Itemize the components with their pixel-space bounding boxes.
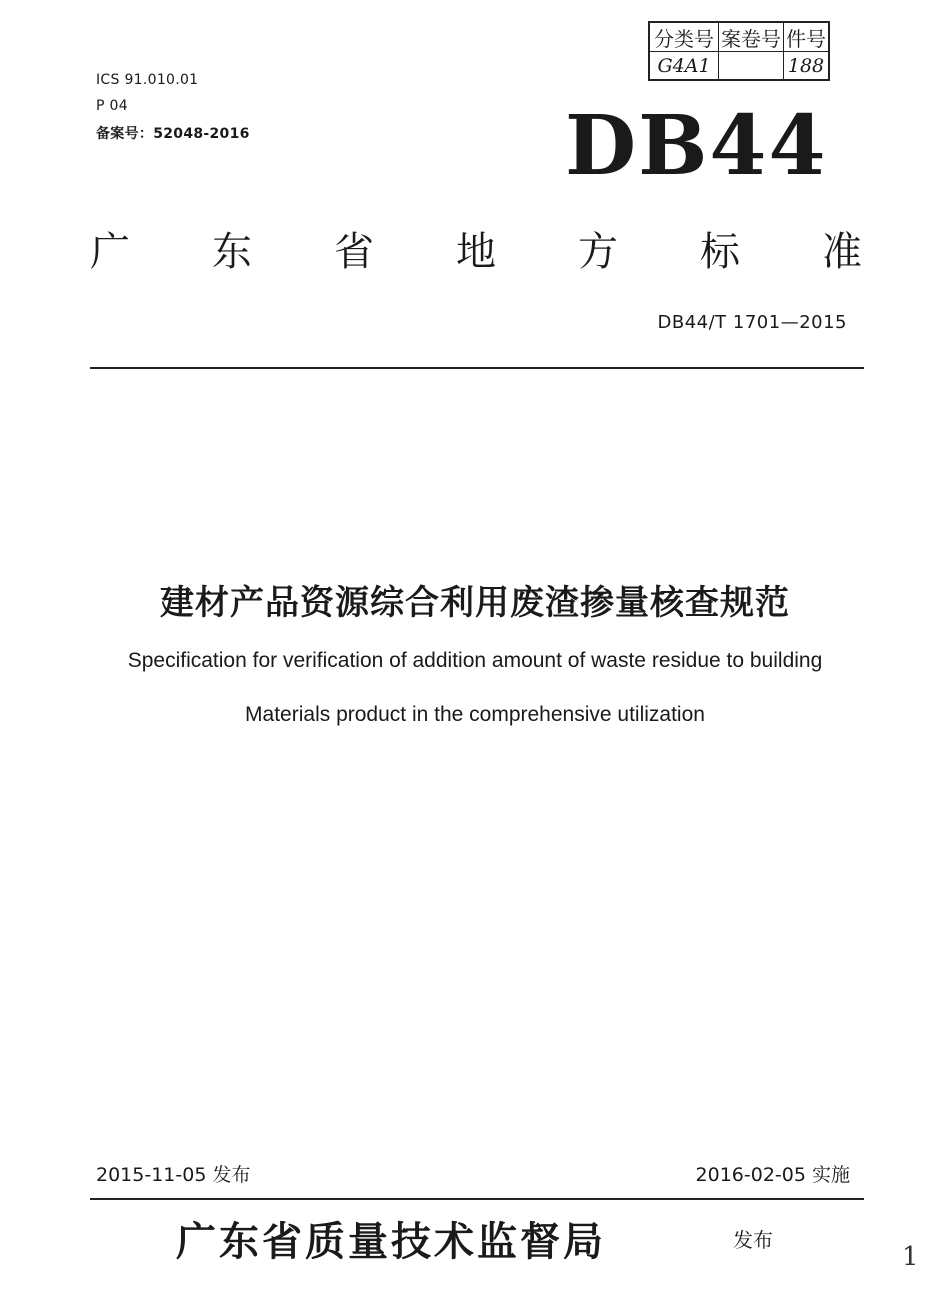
issuer-name: 广东省质量技术监督局 — [176, 1218, 606, 1265]
document-title-en-line1: Specification for verification of addition amount of waste residue to building — [127, 649, 823, 672]
standard-type-char: 广 — [90, 229, 130, 275]
standard-type-char: 标 — [700, 229, 740, 275]
archive-header-classification: 分类号 — [650, 23, 719, 52]
issuer-suffix: 发布 — [733, 1228, 773, 1252]
bottom-divider — [90, 1198, 864, 1200]
record-number: 备案号：52048-2016 — [96, 126, 250, 142]
standard-type-char: 准 — [822, 229, 862, 275]
standard-mark: DB44 — [565, 98, 828, 194]
archive-value-file — [719, 52, 784, 79]
standard-code: DB44/T 1701—2015 — [657, 312, 847, 333]
standard-type-char: 省 — [334, 229, 374, 275]
standard-type-char: 地 — [456, 229, 496, 275]
document-title-cn: 建材产品资源综合利用废渣掺量核查规范 — [160, 583, 790, 623]
top-divider — [90, 367, 864, 369]
page-number: 1 — [902, 1242, 919, 1272]
document-title-en-line2: Materials product in the comprehensive utilization — [245, 703, 705, 726]
standard-type-char: 东 — [212, 229, 252, 275]
category-code: P 04 — [96, 98, 128, 114]
standard-type-title — [90, 220, 862, 277]
publish-date: 2015-11-05 发布 — [96, 1164, 251, 1186]
archive-header-file: 案卷号 — [719, 23, 784, 52]
archive-value-classification: G4A1 — [650, 52, 719, 79]
implement-date: 2016-02-05 实施 — [695, 1164, 850, 1186]
archive-header-item: 件号 — [784, 23, 828, 52]
ics-code: ICS 91.010.01 — [96, 72, 199, 88]
standard-type-char: 方 — [578, 229, 618, 275]
archive-value-item: 188 — [787, 54, 825, 77]
archive-stamp-table — [648, 21, 830, 81]
